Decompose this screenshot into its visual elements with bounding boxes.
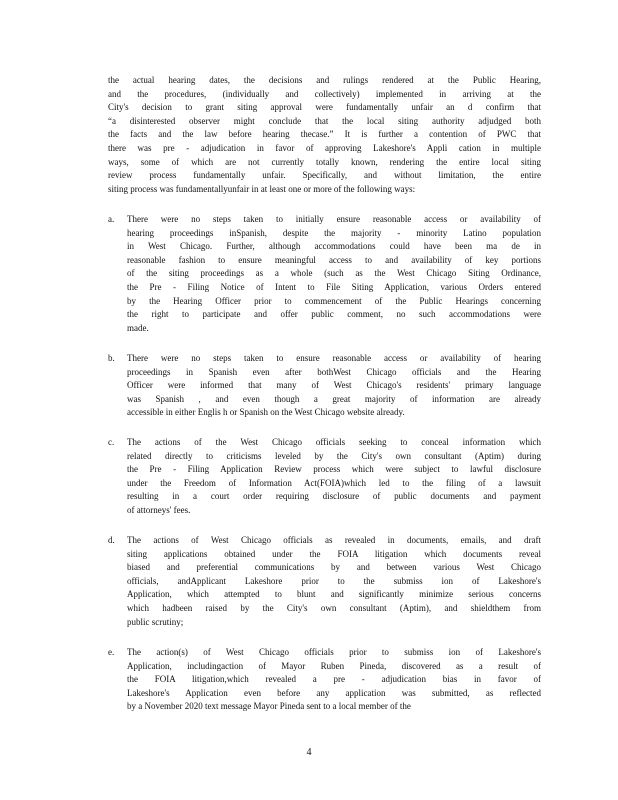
text-line: Application, which attempted to blunt and significantly minimize serious concerns: [127, 589, 541, 600]
text-line: The actions of the West Chicago officials seeking to conceal information which: [127, 437, 541, 447]
text-line: review process fundamentally unfair. Specifically, and without limitation, the entire: [108, 170, 541, 181]
text-line: the actual hearing dates, the decisions and rulings rendered at the Public Hearing,: [108, 75, 541, 85]
text-line: There were no steps taken to initially ensure reasonable access or availability of: [127, 214, 541, 224]
text-line: there was pre - adjudication in favor of approving Lakeshore's Appli cation in multiple: [108, 142, 541, 153]
text-line: of attorneys' fees.: [127, 504, 191, 515]
text-line: Application, includingaction of Mayor Ruben Pineda, discovered as a result of: [127, 660, 541, 671]
item-text: [127, 436, 541, 518]
text-line: under the Freedom of Information Act(FOIA)which led to the filing of a lawsuit: [127, 477, 541, 488]
text-line: The action(s) of West Chicago officials prior to submiss ion of Lakeshore's: [127, 647, 541, 657]
text-line: which hadbeen raised by the City's own consultant (Aptim), and shieldthem from: [127, 602, 541, 613]
text-line: Officer were informed that many of West Chicago's residents' primary language: [127, 380, 541, 391]
text-line: siting process was fundamentallyunfair in at least one or more of the following ways:: [108, 183, 416, 194]
text-line: by the Hearing Officer prior to commencement of the Public Hearings concerning: [127, 295, 541, 306]
item-letter: a.: [108, 214, 115, 224]
text-line: public scrutiny;: [127, 616, 184, 627]
text-line: in West Chicago. Further, although accommodations could have been ma de in: [127, 241, 541, 252]
item-letter: d.: [108, 535, 115, 545]
text-line: and the procedures, (individually and collectively) implemented in arriving at the: [108, 88, 541, 99]
item-letter: c.: [108, 437, 115, 447]
item-text: [127, 534, 541, 629]
intro-paragraph: [108, 74, 541, 196]
text-line: of the siting proceedings as a whole (such as the West Chicago Siting Ordinance,: [127, 268, 541, 279]
text-line: by a November 2020 text message Mayor Pineda sent to a local member of the: [127, 701, 411, 712]
text-line: the Pre - Filing Notice of Intent to File Siting Application, various Orders entered: [127, 281, 541, 292]
text-line: biased and preferential communications by and between various West Chicago: [127, 562, 541, 573]
text-line: “a disinterested observer might conclude that the local siting authority adjudged both: [108, 115, 541, 126]
text-line: made.: [127, 322, 149, 333]
text-line: related directly to criticisms leveled by the City's own consultant (Aptim) during: [127, 450, 541, 461]
text-line: proceedings in Spanish even after bothWest Chicago officials and the Hearing: [127, 366, 541, 377]
text-line: City's decision to grant siting approval were fundamentally unfair an d confirm that: [108, 102, 541, 113]
item-text: [127, 352, 541, 420]
text-line: reasonable fashion to ensure meaningful access to and availability of key portions: [127, 254, 541, 265]
text-line: hearing proceedings inSpanish, despite the majority - minority Latino population: [127, 227, 541, 238]
page-number: 4: [306, 747, 312, 758]
text-line: ways, some of which are not currently totally known, rendering the entire local siting: [108, 156, 541, 167]
text-line: was Spanish , and even though a great majority of information are already: [127, 393, 541, 404]
text-line: siting applications obtained under the FOIA litigation which documents reveal: [127, 548, 541, 559]
text-line: Lakeshore's Application even before any application was submitted, as reflected: [127, 687, 541, 698]
text-line: resulting in a court order requiring disclosure of public documents and payment: [127, 491, 541, 502]
text-line: the FOIA litigation,which revealed a pre - adjudication bias in favor of: [127, 674, 541, 685]
text-line: officials, andApplicant Lakeshore prior to the submiss ion of Lakeshore's: [127, 575, 541, 586]
item-letter: e.: [108, 647, 115, 657]
text-line: the facts and the law before hearing thecase.” It is further a contention of PWC that: [108, 129, 541, 140]
item-text: [127, 646, 541, 714]
item-text: [127, 213, 541, 335]
text-line: the right to participate and offer public comment, no such accommodations were: [127, 309, 541, 320]
text-line: The actions of West Chicago officials as revealed in documents, emails, and draft: [127, 535, 541, 545]
text-line: There were no steps taken to ensure reasonable access or availability of hearing: [127, 353, 541, 363]
item-letter: b.: [108, 353, 115, 363]
text-line: accessible in either Englis h or Spanish on the West Chicago website already.: [127, 407, 405, 418]
text-line: the Pre - Filing Application Review process which were subject to lawful disclosure: [127, 464, 541, 475]
